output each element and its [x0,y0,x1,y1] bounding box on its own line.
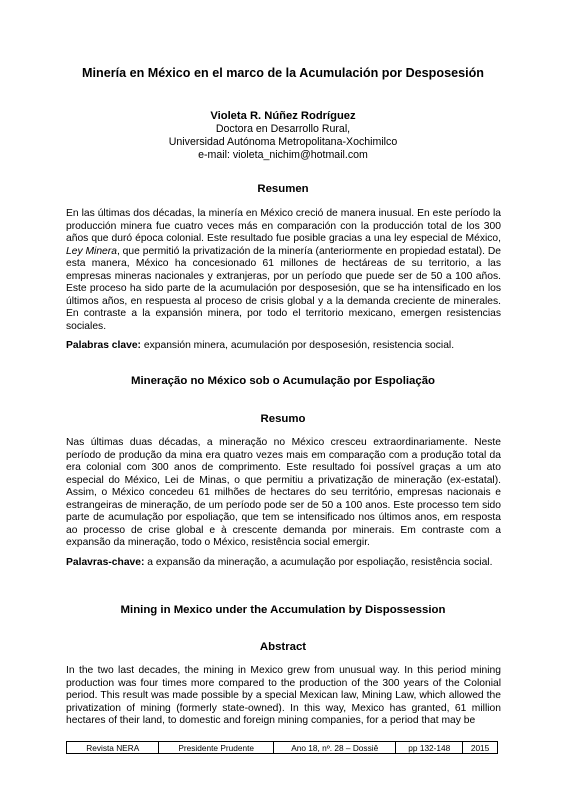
footer-city: Presidente Prudente [159,742,273,754]
author-block [60,110,506,162]
resumo-keywords [66,557,501,570]
abstract-body: In the two last decades, the mining in Mexico grew from unusual way. In this period mining production was four times more compared to the production of the 300 years of the Colonial period. This result was made possible by a special Mexican law, Mining Law, which allowed the privatization of mining (formerly state-owned). In this way, Mexico has granted, 61 million hectares of their land, to domestic and foreign mining companies, for a period that may be [66,665,501,726]
author-email: e-mail: violeta_nichim@hotmail.com [198,149,368,161]
resumo-keywords-label: Palavras-chave: [66,557,145,568]
resumen-body-part2: , que permitió la privatización de la minería (anteriormente en propiedad estatal). De esta manera, México ha concesionado 61 millones de hectáreas de su territorio, a las empresas mineras nacionales y extranjeras, por un período que puede ser de 50 a 100 años. Este proceso ha sido parte de la acumulación por desposesión, que se ha intensificado en los últimos años, en respuesta al proceso de crisis global y a la demanda creciente de minerales. En contraste a la expansión minera, por todo el territorio mexicano, emergen resistencias sociales. [66,245,502,332]
abstract-heading: Abstract [259,641,307,653]
portuguese-title: Mineração no México sob o Acumulação por Espoliação [130,375,436,387]
english-title: Mining in Mexico under the Accumulation by Dispossession [120,604,446,616]
author-institution: Universidad Autónoma Metropolitana-Xochimilco [168,136,398,148]
resumen-keywords [66,340,501,353]
resumen-heading: Resumen [257,183,309,195]
resumen-keywords-label: Palabras clave: [66,340,141,351]
footer-year: 2015 [463,742,498,754]
resumen-body-part1: En las últimas dos décadas, la minería en México creció de manera inusual. En este período la producción minera fue cuatro veces más en comparación con la producción total de los 300 años que duró época colonial. Este resultado fue posible gracias a una ley especial de México, [66,208,501,244]
footer-issue: Ano 18, nº. 28 – Dossiê [273,742,396,754]
resumo-body: Nas últimas duas décadas, a mineração no México cresceu extraordinariamente. Neste período de produção da mina era quatro vezes mais em comparação com a produção total da era colonial com 300 anos de comprimento. Este resultado foi possível graças a um ato especial do México, Lei de Minas, o que permitiu a privatização de mineração (ex-estatal). Assim, o México concedeu 61 milhões de hectares do seu território, empresas nacionais e estrangeiras de mineração, de um período pode ser de 50 a 100 anos. Este processo tem sido parte de acumulação por espoliação, que tem se intensificado nos últimos anos, em resposta ao processo de crise global e à crescente demanda por minerais. Em contraste com a expansão da mineração, todo o México, resistência social emergir. [66,437,501,548]
journal-footer [66,741,498,754]
footer-journal: Revista NERA [67,742,159,754]
author-name: Violeta R. Núñez Rodríguez [210,110,356,122]
author-degree: Doctora en Desarrollo Rural, [215,123,351,135]
resumo-heading: Resumo [260,413,306,425]
paper-title: Minería en México en el marco de la Acumulación por Desposesión [82,66,484,80]
resumen-body [66,208,501,333]
footer-pages: pp 132-148 [396,742,463,754]
resumo-keywords-text: a expansão da mineração, a acumulação por espoliação, resistência social. [144,557,493,568]
resumen-body-italic: Ley Minera [66,245,117,257]
resumen-keywords-text: expansión minera, acumulación por desposesión, resistencia social. [141,340,455,351]
